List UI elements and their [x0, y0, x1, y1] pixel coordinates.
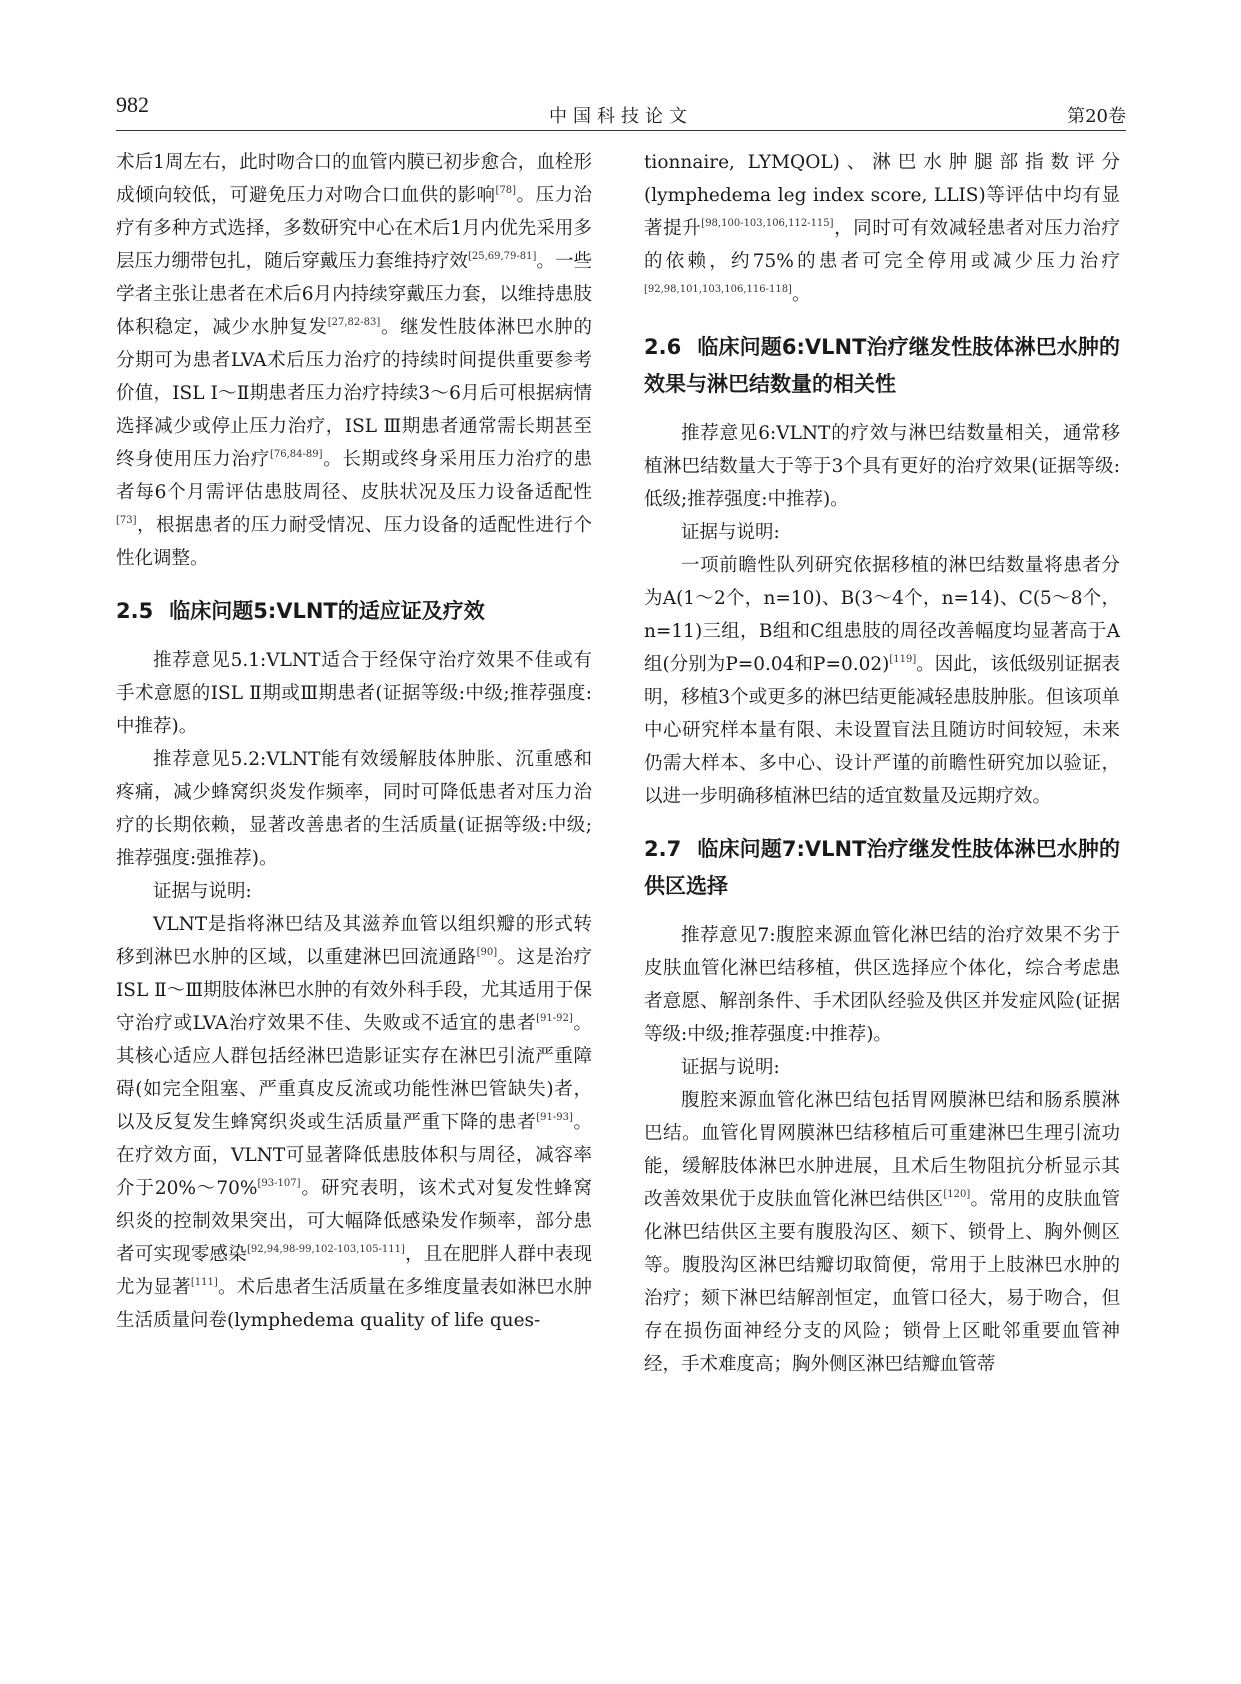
citation[interactable]: [119]: [889, 654, 917, 665]
section-heading-2-6: 2.6 临床问题6:VLNT治疗继发性肢体淋巴水肿的效果与淋巴结数量的相关性: [644, 335, 1120, 396]
paragraph-vlnt-evidence: VLNT是指将淋巴结及其滋养血管以组织瓣的形式转移到淋巴水肿的区域，以重建淋巴回流通路[90]。这是治疗ISL Ⅱ～Ⅲ期肢体淋巴水肿的有效外科手段，尤其适用于保守治疗或LVA治疗效果不佳、失败或不适宜的患者[91-92]。其核心适应人群包括经淋巴造影证实存在淋巴引流严重障碍(如完全阻塞、严重真皮反流或功能性淋巴管缺失)者，以及反复发生蜂窝织炎或生活质量严重下降的患者[91-93]。在疗效方面，VLNT可显著降低患肢体积与周径，减容率介于20%～70%[93-107]。研究表明，该术式对复发性蜂窝织炎的控制效果突出，可大幅降低感染发作频率，部分患者可实现零感染[92,94,98-99,102-103,105-111]，且在肥胖人群中表现尤为显著[111]。术后患者生活质量在多维度量表如淋巴水肿生活质量问卷(lymphedema quality of life ques-: [116, 914, 592, 1331]
recommendation-7: 推荐意见7:腹腔来源血管化淋巴结的治疗效果不劣于皮肤血管化淋巴结移植，供区选择应个体化，综合考虑患者意愿、解剖条件、手术团队经验及供区并发症风险(证据等级:中级;推荐强度:中推荐)。: [644, 925, 1120, 1045]
citation[interactable]: [91-92]: [536, 1013, 573, 1024]
recommendation-5-2: 推荐意见5.2:VLNT能有效缓解肢体肿胀、沉重感和疼痛，减少蜂窝织炎发作频率，同时可降低患者对压力治疗的长期依赖，显著改善患者的生活质量(证据等级:中级;推荐强度:强推荐)。: [116, 749, 592, 869]
citation[interactable]: [111]: [190, 1277, 218, 1288]
paragraph-donor-site: 腹腔来源血管化淋巴结包括胃网膜淋巴结和肠系膜淋巴结。血管化胃网膜淋巴结移植后可重建淋巴生理引流功能，缓解肢体淋巴水肿进展，且术后生物阻抗分析显示其改善效果优于皮肤血管化淋巴结供区[120]。常用的皮肤血管化淋巴结供区主要有腹股沟区、颏下、锁骨上、胸外侧区等。腹股沟区淋巴结瓣切取简便，常用于上肢淋巴水肿的治疗；颏下淋巴结解剖恒定，血管口径大，易于吻合，但存在损伤面神经分支的风险；锁骨上区毗邻重要血管神经，手术难度高；胸外侧区淋巴结瓣血管蒂: [644, 1090, 1120, 1375]
section-heading-2-7: 2.7 临床问题7:VLNT治疗继发性肢体淋巴水肿的供区选择: [644, 837, 1120, 898]
page-number: 982: [116, 92, 149, 117]
volume-label: 第20卷: [1067, 106, 1126, 127]
paragraph-qol-continued: tionnaire, LYMQOL)、淋巴水肿腿部指数评分(lymphedema leg index score, LLIS)等评估中均有显著提升[98,100-103,106,112-115]，同时可有效减轻患者对压力治疗的依赖，约75%的患者可完全停用或减少压力治疗[92,98,101,103,106,116-118]。: [644, 152, 1120, 305]
left-column: [116, 146, 592, 1337]
paragraph-lymph-node-count: 一项前瞻性队列研究依据移植的淋巴结数量将患者分为A(1～2个，n=10)、B(3～4个，n=14)、C(5～8个，n=11)三组，B组和C组患肢的周径改善幅度均显著高于A组(分别为P=0.04和P=0.02)[119]。因此，该低级别证据表明，移植3个或更多的淋巴结更能减轻患肢肿胀。但该项单中心研究样本量有限、未设置盲法且随访时间较短，未来仍需大样本、多中心、设计严谨的前瞻性研究加以验证，以进一步明确移植淋巴结的适宜数量及远期疗效。: [644, 555, 1120, 807]
evidence-label: 证据与说明:: [681, 1057, 780, 1078]
evidence-label: 证据与说明:: [153, 881, 252, 902]
citation[interactable]: [91-93]: [536, 1112, 573, 1123]
citation[interactable]: [120]: [943, 1189, 971, 1200]
citation[interactable]: [25,69,79-81]: [467, 251, 537, 262]
citation[interactable]: [93-107]: [257, 1178, 301, 1189]
citation[interactable]: [78]: [495, 185, 517, 196]
citation[interactable]: [76,84-89]: [269, 449, 323, 460]
paragraph-compression: 术后1周左右，此时吻合口的血管内膜已初步愈合，血栓形成倾向较低，可避免压力对吻合口血供的影响[78]。压力治疗有多种方式选择，多数研究中心在术后1月内优先采用多层压力绷带包扎，随后穿戴压力套维持疗效[25,69,79-81]。一些学者主张让患者在术后6月内持续穿戴压力套，以维持患肢体积稳定，减少水肿复发[27,82-83]。继发性肢体淋巴水肿的分期可为患者LVA术后压力治疗的持续时间提供重要参考价值，ISL Ⅰ～Ⅱ期患者压力治疗持续3～6月后可根据病情选择减少或停止压力治疗，ISL Ⅲ期患者通常需长期甚至终身使用压力治疗[76,84-89]。长期或终身采用压力治疗的患者每6个月需评估患肢周径、皮肤状况及压力设备适配性[73]，根据患者的压力耐受情况、压力设备的适配性进行个性化调整。: [116, 152, 592, 569]
evidence-label: 证据与说明:: [681, 522, 780, 543]
recommendation-5-1: 推荐意见5.1:VLNT适合于经保守治疗效果不佳或有手术意愿的ISL Ⅱ期或Ⅲ期患者(证据等级:中级;推荐强度:中推荐)。: [116, 650, 592, 737]
right-column: [644, 146, 1120, 1381]
citation[interactable]: [73]: [116, 515, 137, 526]
citation[interactable]: [98,100-103,106,112-115]: [701, 218, 834, 229]
journal-name: 中国科技论文: [549, 106, 693, 127]
citation[interactable]: [90]: [476, 947, 498, 958]
running-header: [116, 92, 1126, 131]
citation[interactable]: [92,98,101,103,106,116-118]: [644, 284, 792, 295]
citation[interactable]: [27,82-83]: [327, 317, 381, 328]
recommendation-6: 推荐意见6:VLNT的疗效与淋巴结数量相关，通常移植淋巴结数量大于等于3个具有更好的治疗效果(证据等级:低级;推荐强度:中推荐)。: [644, 423, 1120, 510]
section-heading-2-5: 2.5 临床问题5:VLNT的适应证及疗效: [116, 599, 485, 623]
citation[interactable]: [92,94,98-99,102-103,105-111]: [246, 1244, 405, 1255]
